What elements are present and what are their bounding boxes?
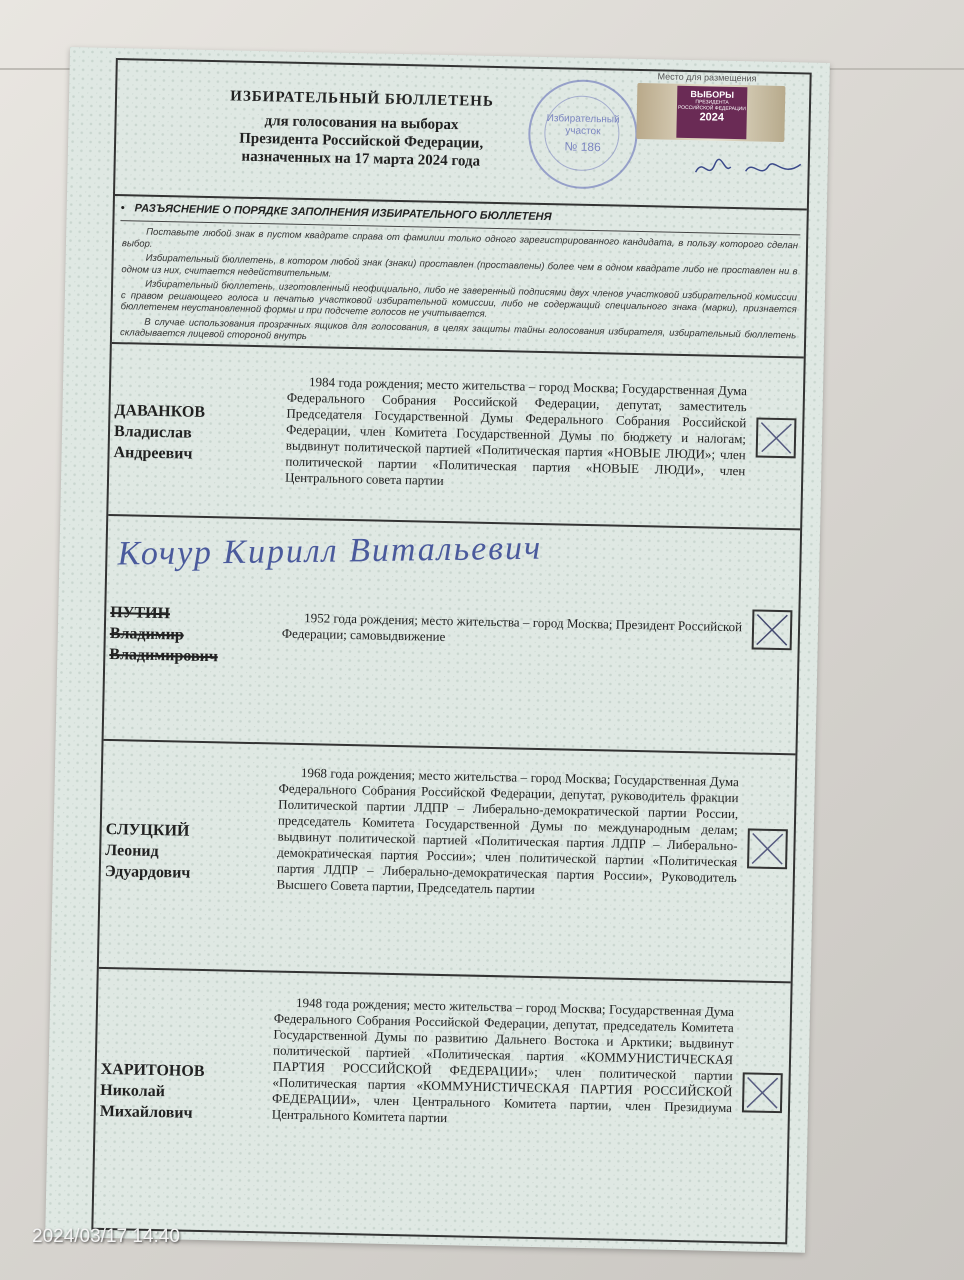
candidate-name xyxy=(100,1059,205,1124)
vote-checkbox[interactable] xyxy=(747,828,788,869)
candidate-first-name: Леонид xyxy=(105,841,159,861)
candidate-surname: ХАРИТОНОВ xyxy=(100,1060,205,1081)
candidate-description: 1948 года рождения; место жительства – город Москва; Государственная Дума Федерального Собрания Российской Федерации, депутат, председатель Комитета Государственной Думы по развитию Дальнего Востока и Арктики; выдвинут политической партией «Политическая партия «КОММУНИСТИЧЕСКАЯ ПАРТИЯ РОССИЙСКОЙ ФЕДЕРАЦИИ»; член политической партии «Политическая партия «КОММУНИСТИЧЕСКАЯ ПАРТИЯ РОССИЙСКОЙ ФЕДЕРАЦИИ», член Центрального Комитета партии, член Президиума Центрального Комитета партии xyxy=(271,994,735,1126)
candidate-patronymic: Михайлович xyxy=(99,1102,193,1122)
candidate-patronymic: Андреевич xyxy=(113,444,193,463)
photo-timestamp: 2024/03/17 14:40 xyxy=(32,1226,180,1247)
subtitle-line-1: для голосования на выборах xyxy=(264,113,459,134)
instructions-section xyxy=(112,194,807,358)
instruction-paragraph: Поставьте любой знак в пустом квадрате справа от фамилии только одного зарегистрированного кандидата, в пользу которого сделан выбор. xyxy=(121,226,799,252)
commission-signatures xyxy=(690,152,806,184)
candidate-row-kharitonov xyxy=(93,967,790,1240)
handwritten-note: Кочур Кирилл Витальевич xyxy=(117,529,543,573)
candidate-description: 1952 года рождения; место жительства – город Москва; Президент Российской Федерации; самовыдвижение xyxy=(281,610,743,645)
cross-mark-icon xyxy=(758,420,795,457)
candidate-description: 1968 года рождения; место жительства – город Москва; Государственная Дума Федерального Собрания Российской Федерации, депутат, руководитель фракции Политической партии ЛДПР – Либерально-демократической партии России, председатель Комитета Государственной Думы по международным делам; выдвинут политической партией «Политическая партия ЛДПР – Либерально-демократическая партия России»; член политической партии «Политическая партия ЛДПР – Либерально-демократическая партия России», Руководитель Высшего Совета партии, Председатель партии xyxy=(276,765,740,897)
cross-mark-icon xyxy=(749,830,786,867)
stamp-number: № 186 xyxy=(564,139,601,155)
ballot-paper xyxy=(45,47,830,1253)
vote-checkbox[interactable] xyxy=(756,417,797,458)
title-block xyxy=(176,87,548,172)
ballot-subtitle xyxy=(176,110,547,172)
instruction-paragraph: Избирательный бюллетень, изготовленный неофициально, либо не заверенный подписями двух членов участковой избирательной комиссии с правом решающего голоса и печатью участковой избирательной комиссии, либо не содержащий специального знака (марки), признается бюллетенем неустановленной формы и при подсчете голосов не учитывается. xyxy=(120,278,798,320)
candidate-row-davankov xyxy=(108,342,803,530)
candidate-patronymic: Владимирович xyxy=(109,645,218,666)
candidate-name xyxy=(113,400,205,465)
ballot-title: ИЗБИРАТЕЛЬНЫЙ БЮЛЛЕТЕНЬ xyxy=(230,88,495,110)
ballot-header xyxy=(115,60,810,210)
candidate-name xyxy=(105,819,192,884)
candidate-patronymic: Эдуардович xyxy=(104,862,191,882)
cross-mark-icon xyxy=(744,1074,781,1111)
candidate-row-putin xyxy=(104,514,801,755)
instructions-title: • РАЗЪЯСНЕНИЕ О ПОРЯДКЕ ЗАПОЛНЕНИЯ ИЗБИРАТЕЛЬНОГО БЮЛЛЕТЕНЯ xyxy=(121,202,552,223)
candidate-description: 1984 года рождения; место жительства – город Москва; Государственная Дума Федерального Собрания Российской Федерации, депутат, заместитель Председателя Государственной Думы Федерального Собрания Российской Федерации, член Комитета Государственной Думы по бюджету и налогам; выдвинут политической партией «Политическая партия «НОВЫЕ ЛЮДИ»; член политической партии «Политическая партия «НОВЫЕ ЛЮДИ», член Центрального совета партии xyxy=(284,374,748,488)
candidate-name xyxy=(109,602,219,667)
ballot-frame xyxy=(91,58,811,1244)
vote-checkbox[interactable] xyxy=(742,1072,783,1113)
commission-stamp xyxy=(527,79,638,190)
candidate-surname: СЛУЦКИЙ xyxy=(105,820,190,840)
stamp-label: Избирательный участок xyxy=(546,113,620,138)
subtitle-line-2: Президента Российской Федерации, xyxy=(239,130,484,152)
cross-mark-icon xyxy=(754,611,791,648)
vote-checkbox[interactable] xyxy=(752,609,793,650)
candidate-row-slutsky xyxy=(99,739,796,983)
candidate-surname: ДАВАНКОВ xyxy=(114,402,206,421)
instruction-paragraph: В случае использования прозрачных ящиков для голосования, в целях защиты тайны голосования избирателя, избирательный бюллетень складывается лицевой стороной внутрь xyxy=(119,316,797,343)
subtitle-line-3: назначенных на 17 марта 2024 года xyxy=(241,148,481,170)
logo-line-1: ВЫБОРЫ xyxy=(690,89,735,100)
mark-place-note: Место для размещения xyxy=(657,71,757,84)
candidate-first-name: Николай xyxy=(100,1081,166,1101)
instruction-paragraph: Избирательный бюллетень, в котором любой знак (знаки) проставлен (проставлены) более чем в одном квадрате либо не проставлен ни в одном из них, считается недействительным. xyxy=(121,252,798,280)
instructions-text xyxy=(120,226,798,356)
candidate-first-name: Владислав xyxy=(113,423,192,442)
logo-line-3: 2024 xyxy=(699,111,725,124)
elections-logo xyxy=(676,86,747,139)
candidate-first-name: Владимир xyxy=(109,625,184,644)
candidate-surname: ПУТИН xyxy=(110,604,171,623)
logo-line-2: ПРЕЗИДЕНТА РОССИЙСКОЙ ФЕДЕРАЦИИ xyxy=(677,99,746,113)
